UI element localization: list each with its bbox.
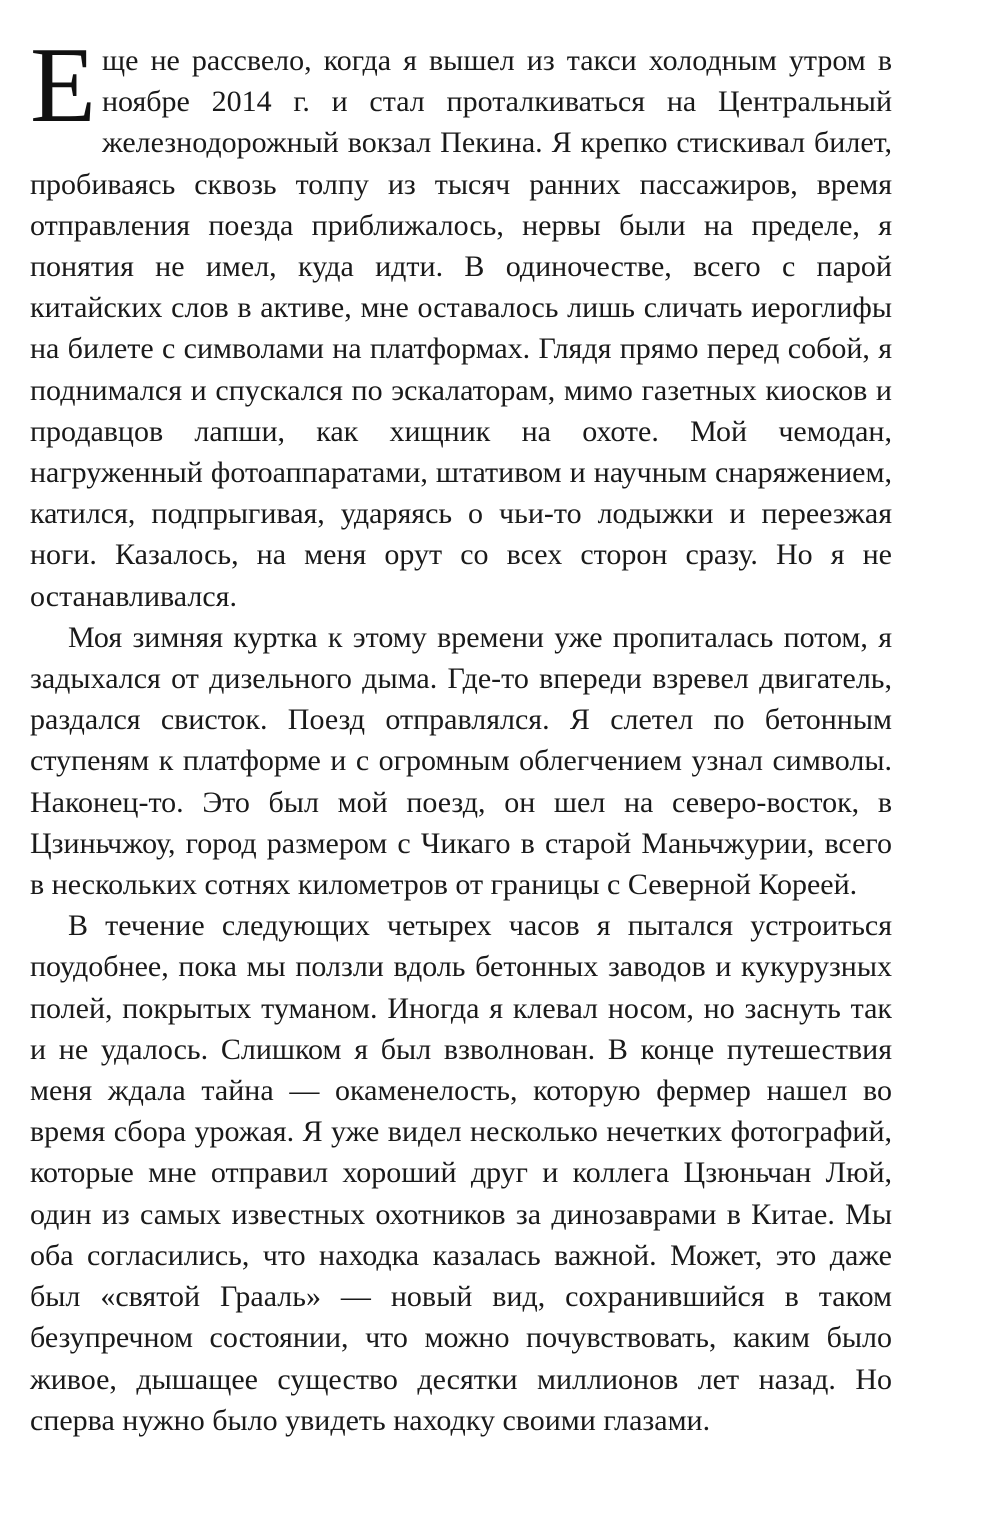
- paragraph-1-text: ще не рассвело, когда я вышел из такси холодным утром в ноябре 2014 г. и стал проталкиваться на Центральный железнодорожный вокзал Пекина. Я крепко стискивал билет, пробиваясь сквозь толпу из тысяч ранних пассажиров, время отправления поезда приближалось, нервы были на пределе, я понятия не имел, куда идти. В одиночестве, всего с парой китайских слов в активе, мне оставалось лишь сличать иероглифы на билете с символами на платформах. Глядя прямо перед собой, я поднимался и спускался по эскалаторам, мимо газетных киосков и продавцов лапши, как хищник на охоте. Мой чемодан, нагруженный фотоаппаратами, штативом и научным снаряжением, катился, подпрыгивая, ударяясь о чьи-то лодыжки и переезжая ноги. Казалось, на меня орут со всех сторон сразу. Но я не останавливался.: [30, 44, 892, 613]
- paragraph-2: Моя зимняя куртка к этому времени уже пропиталась потом, я задыхался от дизельного дыма. Где-то впереди взревел двигатель, раздался свисток. Поезд отправлялся. Я слетел по бетонным ступеням к платформе и с огромным облегчением узнал символы. Наконец-то. Это был мой поезд, он шел на северо-восток, в Цзиньчжоу, город размером с Чикаго в старой Маньчжурии, всего в нескольких сотнях километров от границы с Северной Кореей.: [30, 620, 892, 902]
- paragraph-1: [30, 26, 892, 617]
- book-page: [30, 26, 892, 1441]
- paragraph-3: В течение следующих четырех часов я пытался устроиться поудобнее, пока мы ползли вдоль бетонных заводов и кукурузных полей, покрытых туманом. Иногда я клевал носом, но заснуть так и не удалось. Слишком я был взволнован. В конце путешествия меня ждала тайна — окаменелость, которую фермер нашел во время сбора урожая. Я уже видел несколько нечетких фотографий, которые мне отправил хороший друг и коллега Цзюньчан Люй, один из самых известных охотников за динозаврами в Китае. Мы оба согласились, что находка казалась важной. Может, это даже был «святой Грааль» — новый вид, сохранившийся в таком безупречном состоянии, что можно почувствовать, каким было живое, дышащее существо десятки миллионов лет назад. Но сперва нужно было увидеть находку своими глазами.: [30, 909, 892, 1437]
- drop-cap: Е: [30, 26, 96, 145]
